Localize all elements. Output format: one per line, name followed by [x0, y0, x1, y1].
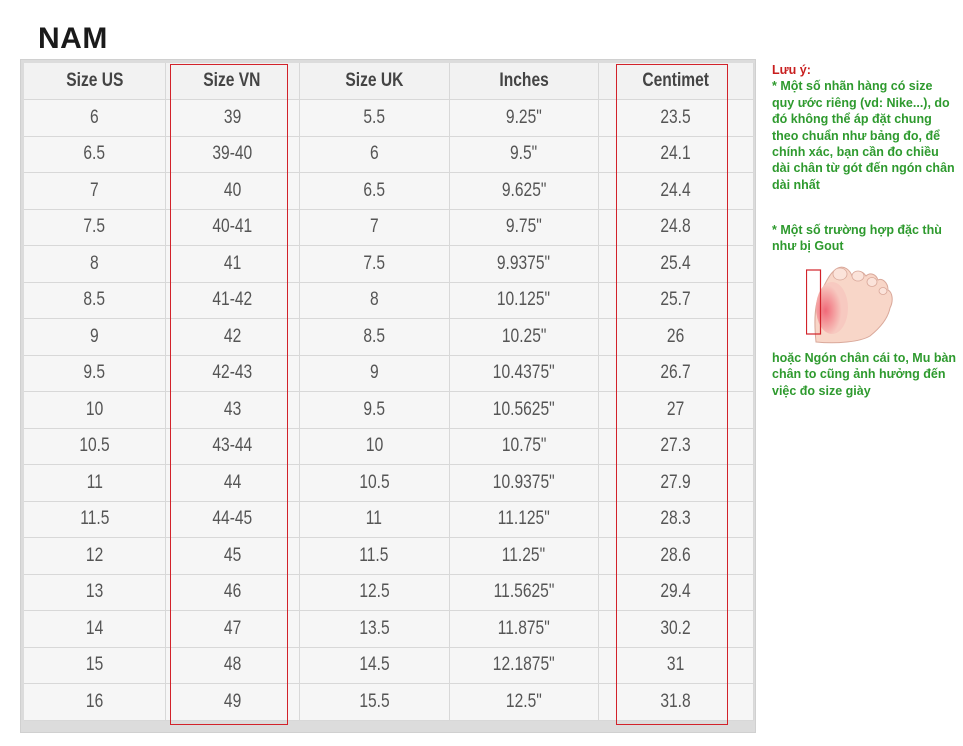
- table-cell: 46: [166, 575, 300, 612]
- note-heading: Lưu ý:: [772, 63, 811, 77]
- table-row: [24, 538, 754, 575]
- table-cell: 12.1875": [450, 648, 599, 685]
- table-cell: 28.3: [599, 502, 754, 539]
- table-cell: 8: [24, 246, 166, 283]
- table-cell: 42-43: [166, 356, 300, 393]
- table-cell: 10.125": [450, 283, 599, 320]
- table-cell: 11.875": [450, 611, 599, 648]
- table-cell: 29.4: [599, 575, 754, 612]
- table-cell: 41: [166, 246, 300, 283]
- table-cell: 49: [166, 684, 300, 721]
- table-cell: 11.5: [24, 502, 166, 539]
- table-cell: 8.5: [300, 319, 450, 356]
- header-size-vn: Size VN: [166, 63, 300, 100]
- table-row: [24, 173, 754, 210]
- table-cell: 25.7: [599, 283, 754, 320]
- table-cell: 45: [166, 538, 300, 575]
- table-cell: 24.4: [599, 173, 754, 210]
- table-cell: 14.5: [300, 648, 450, 685]
- table-cell: 43: [166, 392, 300, 429]
- table-cell: 44: [166, 465, 300, 502]
- table-cell: 27.3: [599, 429, 754, 466]
- table-cell: 9.25": [450, 100, 599, 137]
- header-centimet: Centimet: [599, 63, 754, 100]
- table-row: [24, 210, 754, 247]
- table-cell: 31.8: [599, 684, 754, 721]
- table-cell: 11: [300, 502, 450, 539]
- table-cell: 16: [24, 684, 166, 721]
- table-cell: 13: [24, 575, 166, 612]
- note-block-1: [772, 62, 957, 193]
- table-row: [24, 356, 754, 393]
- table-cell: 27: [599, 392, 754, 429]
- table-cell: 31: [599, 648, 754, 685]
- header-size-uk: Size UK: [300, 63, 450, 100]
- header-inches: Inches: [450, 63, 599, 100]
- table-cell: 30.2: [599, 611, 754, 648]
- table-cell: 47: [166, 611, 300, 648]
- table-row: [24, 684, 754, 721]
- table-cell: 10.5625": [450, 392, 599, 429]
- table-cell: 8: [300, 283, 450, 320]
- table-row: [24, 465, 754, 502]
- table-row: [24, 137, 754, 174]
- table-cell: 7: [300, 210, 450, 247]
- table-cell: 24.1: [599, 137, 754, 174]
- table-cell: 15: [24, 648, 166, 685]
- table-cell: 10.4375": [450, 356, 599, 393]
- foot-icon: [806, 262, 898, 344]
- table-cell: 9.5": [450, 137, 599, 174]
- note-text-1: * Một số nhãn hàng có size quy ước riêng (vd: Nike...), do đó không thể áp đặt chung theo chuẩn như bảng đo, để chính xác, bạn cần đo chiều dài chân từ gót đến ngón chân dài nhất: [772, 79, 955, 192]
- table-cell: 6: [24, 100, 166, 137]
- table-cell: 23.5: [599, 100, 754, 137]
- table-cell: 11.125": [450, 502, 599, 539]
- table-cell: 12.5: [300, 575, 450, 612]
- table-cell: 26: [599, 319, 754, 356]
- table-cell: 9.5: [24, 356, 166, 393]
- table-cell: 48: [166, 648, 300, 685]
- table-cell: 9.9375": [450, 246, 599, 283]
- table-row: [24, 502, 754, 539]
- table-cell: 10: [300, 429, 450, 466]
- table-cell: 14: [24, 611, 166, 648]
- table-cell: 39: [166, 100, 300, 137]
- page-title: NAM: [38, 22, 108, 55]
- table-cell: 12.5": [450, 684, 599, 721]
- table-row: [24, 246, 754, 283]
- note-text-3: hoặc Ngón chân cái to, Mu bàn chân to cũng ảnh hưởng đến việc đo size giày: [772, 351, 957, 398]
- note-text-2: * Một số trường hợp đặc thù như bị Gout: [772, 223, 942, 254]
- table-cell: 9: [24, 319, 166, 356]
- table-cell: 8.5: [24, 283, 166, 320]
- table-cell: 10.5: [300, 465, 450, 502]
- table-cell: 43-44: [166, 429, 300, 466]
- table-cell: 28.6: [599, 538, 754, 575]
- table-row: [24, 429, 754, 466]
- table-cell: 9.625": [450, 173, 599, 210]
- table-cell: 5.5: [300, 100, 450, 137]
- table-cell: 6.5: [24, 137, 166, 174]
- table-cell: 25.4: [599, 246, 754, 283]
- size-table-container: [21, 60, 755, 732]
- table-cell: 11.5: [300, 538, 450, 575]
- table-row: [24, 392, 754, 429]
- table-row: [24, 575, 754, 612]
- table-cell: 40: [166, 173, 300, 210]
- table-header-row: [24, 63, 754, 100]
- table-row: [24, 648, 754, 685]
- table-cell: 42: [166, 319, 300, 356]
- table-cell: 9.75": [450, 210, 599, 247]
- header-size-us: Size US: [24, 63, 166, 100]
- table-cell: 7: [24, 173, 166, 210]
- table-cell: 9: [300, 356, 450, 393]
- table-cell: 10.9375": [450, 465, 599, 502]
- table-cell: 10.25": [450, 319, 599, 356]
- table-cell: 11: [24, 465, 166, 502]
- table-cell: 26.7: [599, 356, 754, 393]
- table-cell: 24.8: [599, 210, 754, 247]
- table-cell: 9.5: [300, 392, 450, 429]
- table-cell: 15.5: [300, 684, 450, 721]
- table-row: [24, 611, 754, 648]
- table-cell: 13.5: [300, 611, 450, 648]
- table-cell: 10: [24, 392, 166, 429]
- table-cell: 11.5625": [450, 575, 599, 612]
- size-chart-table: [24, 63, 754, 721]
- table-row: [24, 100, 754, 137]
- table-row: [24, 319, 754, 356]
- table-cell: 6.5: [300, 173, 450, 210]
- table-cell: 7.5: [24, 210, 166, 247]
- table-cell: 41-42: [166, 283, 300, 320]
- table-cell: 27.9: [599, 465, 754, 502]
- table-cell: 6: [300, 137, 450, 174]
- table-cell: 39-40: [166, 137, 300, 174]
- table-cell: 7.5: [300, 246, 450, 283]
- table-row: [24, 283, 754, 320]
- table-cell: 40-41: [166, 210, 300, 247]
- table-cell: 12: [24, 538, 166, 575]
- table-cell: 10.5: [24, 429, 166, 466]
- table-cell: 10.75": [450, 429, 599, 466]
- table-cell: 11.25": [450, 538, 599, 575]
- table-cell: 44-45: [166, 502, 300, 539]
